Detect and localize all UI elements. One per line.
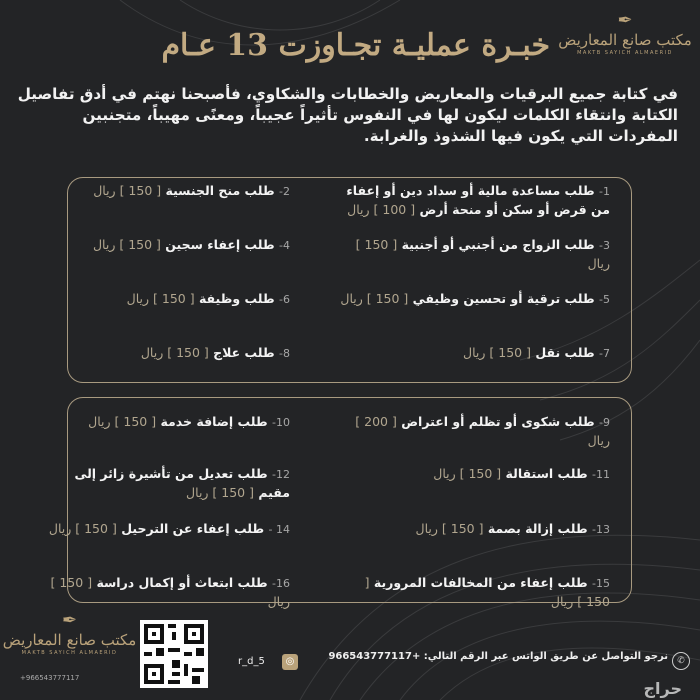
service-num: 6- <box>279 293 290 306</box>
service-item <box>340 236 610 273</box>
service-price: [ 150 ] ريال <box>355 237 610 271</box>
service-item <box>40 465 290 502</box>
service-text: طلب شكوى أو تظلم أو اعتراض <box>401 414 595 429</box>
service-price: [ 150 ] ريال <box>88 414 157 429</box>
service-item <box>340 465 610 484</box>
service-num: 16- <box>272 577 290 590</box>
service-price: [ 150 ] ريال <box>340 291 409 306</box>
qr-code-icon <box>140 620 208 688</box>
service-text: طلب ابتعاث أو إكمال دراسة <box>96 575 268 590</box>
watermark: حراج <box>643 679 682 698</box>
instagram-icon: ◎ <box>282 654 298 670</box>
service-item <box>340 290 610 309</box>
service-item <box>40 413 290 432</box>
service-num: 7- <box>599 347 610 360</box>
pen-crown-emblem-icon: ✒ <box>617 10 633 31</box>
service-num: 13- <box>592 523 610 536</box>
service-price: [ 200 ] ريال <box>355 414 610 448</box>
service-num: 12- <box>272 468 290 481</box>
service-num: 9- <box>599 416 610 429</box>
service-num: 3- <box>599 239 610 252</box>
service-price: [ 150 ] ريال <box>140 345 209 360</box>
service-text: طلب وظيفة <box>198 291 275 306</box>
service-item <box>40 182 290 201</box>
service-item <box>40 236 290 255</box>
service-num: 1- <box>599 185 610 198</box>
service-item <box>40 574 290 611</box>
service-text: طلب مساعدة مالية أو سداد دين أو إعفاء من قرض أو سكن أو منحة أرض <box>346 183 610 217</box>
service-item <box>340 344 610 363</box>
service-num: 14 - <box>268 523 290 536</box>
instagram-handle[interactable]: r_d_5 <box>238 656 265 667</box>
qr-code[interactable] <box>140 620 208 688</box>
service-price: [ 100 ] ريال <box>347 202 416 217</box>
service-text: طلب الزواج من أجنبي أو أجنبية <box>401 237 595 252</box>
pen-crown-emblem-icon: ✒ <box>61 610 78 631</box>
service-price: [ 150 ] ريال <box>415 521 484 536</box>
service-item <box>40 520 290 539</box>
whatsapp-icon: ✆ <box>672 652 690 670</box>
service-price: [ 150 ] ريال <box>463 345 531 360</box>
intro-paragraph: في كتابة جميع البرقيات والمعاريض والخطابات والشكاوي، فأصبحنا نهتم في أدق تفاصيل الكتابة وانتقاء الكلمات ليكون لها في النفوس تأثيراً عجيباً، ومعنًى مهيباً، متجنبين المفردات التي يكون فيها الشذوذ والغرابة. <box>17 85 678 145</box>
service-price: [ 150 ] ريال <box>433 466 502 481</box>
service-item <box>340 520 610 539</box>
service-num: 8- <box>279 347 290 360</box>
service-text: طلب منح الجنسية <box>165 183 275 198</box>
service-num: 5- <box>599 293 610 306</box>
service-text: طلب استقالة <box>505 466 588 481</box>
footer-phone: +966543777117 <box>20 674 80 682</box>
service-num: 15- <box>592 577 610 590</box>
service-item <box>340 182 610 219</box>
service-price: [ 150 ] ريال <box>92 237 161 252</box>
service-num: 11- <box>592 468 610 481</box>
service-text: طلب نقل <box>535 345 595 360</box>
service-price: [ 150 ] ريال <box>126 291 195 306</box>
service-item <box>40 290 290 309</box>
service-text: طلب إعفاء من المخالفات المرورية <box>373 575 588 590</box>
service-text: طلب إعفاء عن الترحيل <box>121 521 265 536</box>
brand-logo: ✒ مكتب صانع المعاريض MAKTB SAYICH ALMAERID <box>555 12 695 57</box>
service-text: طلب تعديل من تأشيرة زائر إلى مقيم <box>74 466 290 500</box>
service-text: طلب إزالة بصمة <box>487 521 588 536</box>
service-item <box>340 413 610 450</box>
service-num: 4- <box>279 239 290 252</box>
service-text: طلب إعفاء سجين <box>165 237 275 252</box>
service-item <box>40 344 290 363</box>
service-item <box>340 574 610 611</box>
service-text: طلب ترقية أو تحسين وظيفي <box>412 291 595 306</box>
service-price: [ 150 ] ريال <box>50 575 290 609</box>
contact-text: نرجو التواصل عن طريق الواتس عبر الرقم التالي: +966543777117 <box>328 651 668 662</box>
service-price: [ 150 ] ريال <box>364 575 610 609</box>
service-text: طلب علاج <box>213 345 275 360</box>
service-price: [ 150 ] ريال <box>186 485 254 500</box>
brand-logo-footer: ✒ مكتب صانع المعاريض MAKTB SAYICH ALMAERID <box>2 610 137 656</box>
service-num: 10- <box>272 416 290 429</box>
service-num: 2- <box>279 185 290 198</box>
service-price: [ 150 ] ريال <box>93 183 162 198</box>
service-text: طلب إضافة خدمة <box>160 414 268 429</box>
page-title: خبـرة عمليـة تجـاوزت 13 عـام <box>161 28 550 63</box>
service-price: [ 150 ] ريال <box>48 521 117 536</box>
